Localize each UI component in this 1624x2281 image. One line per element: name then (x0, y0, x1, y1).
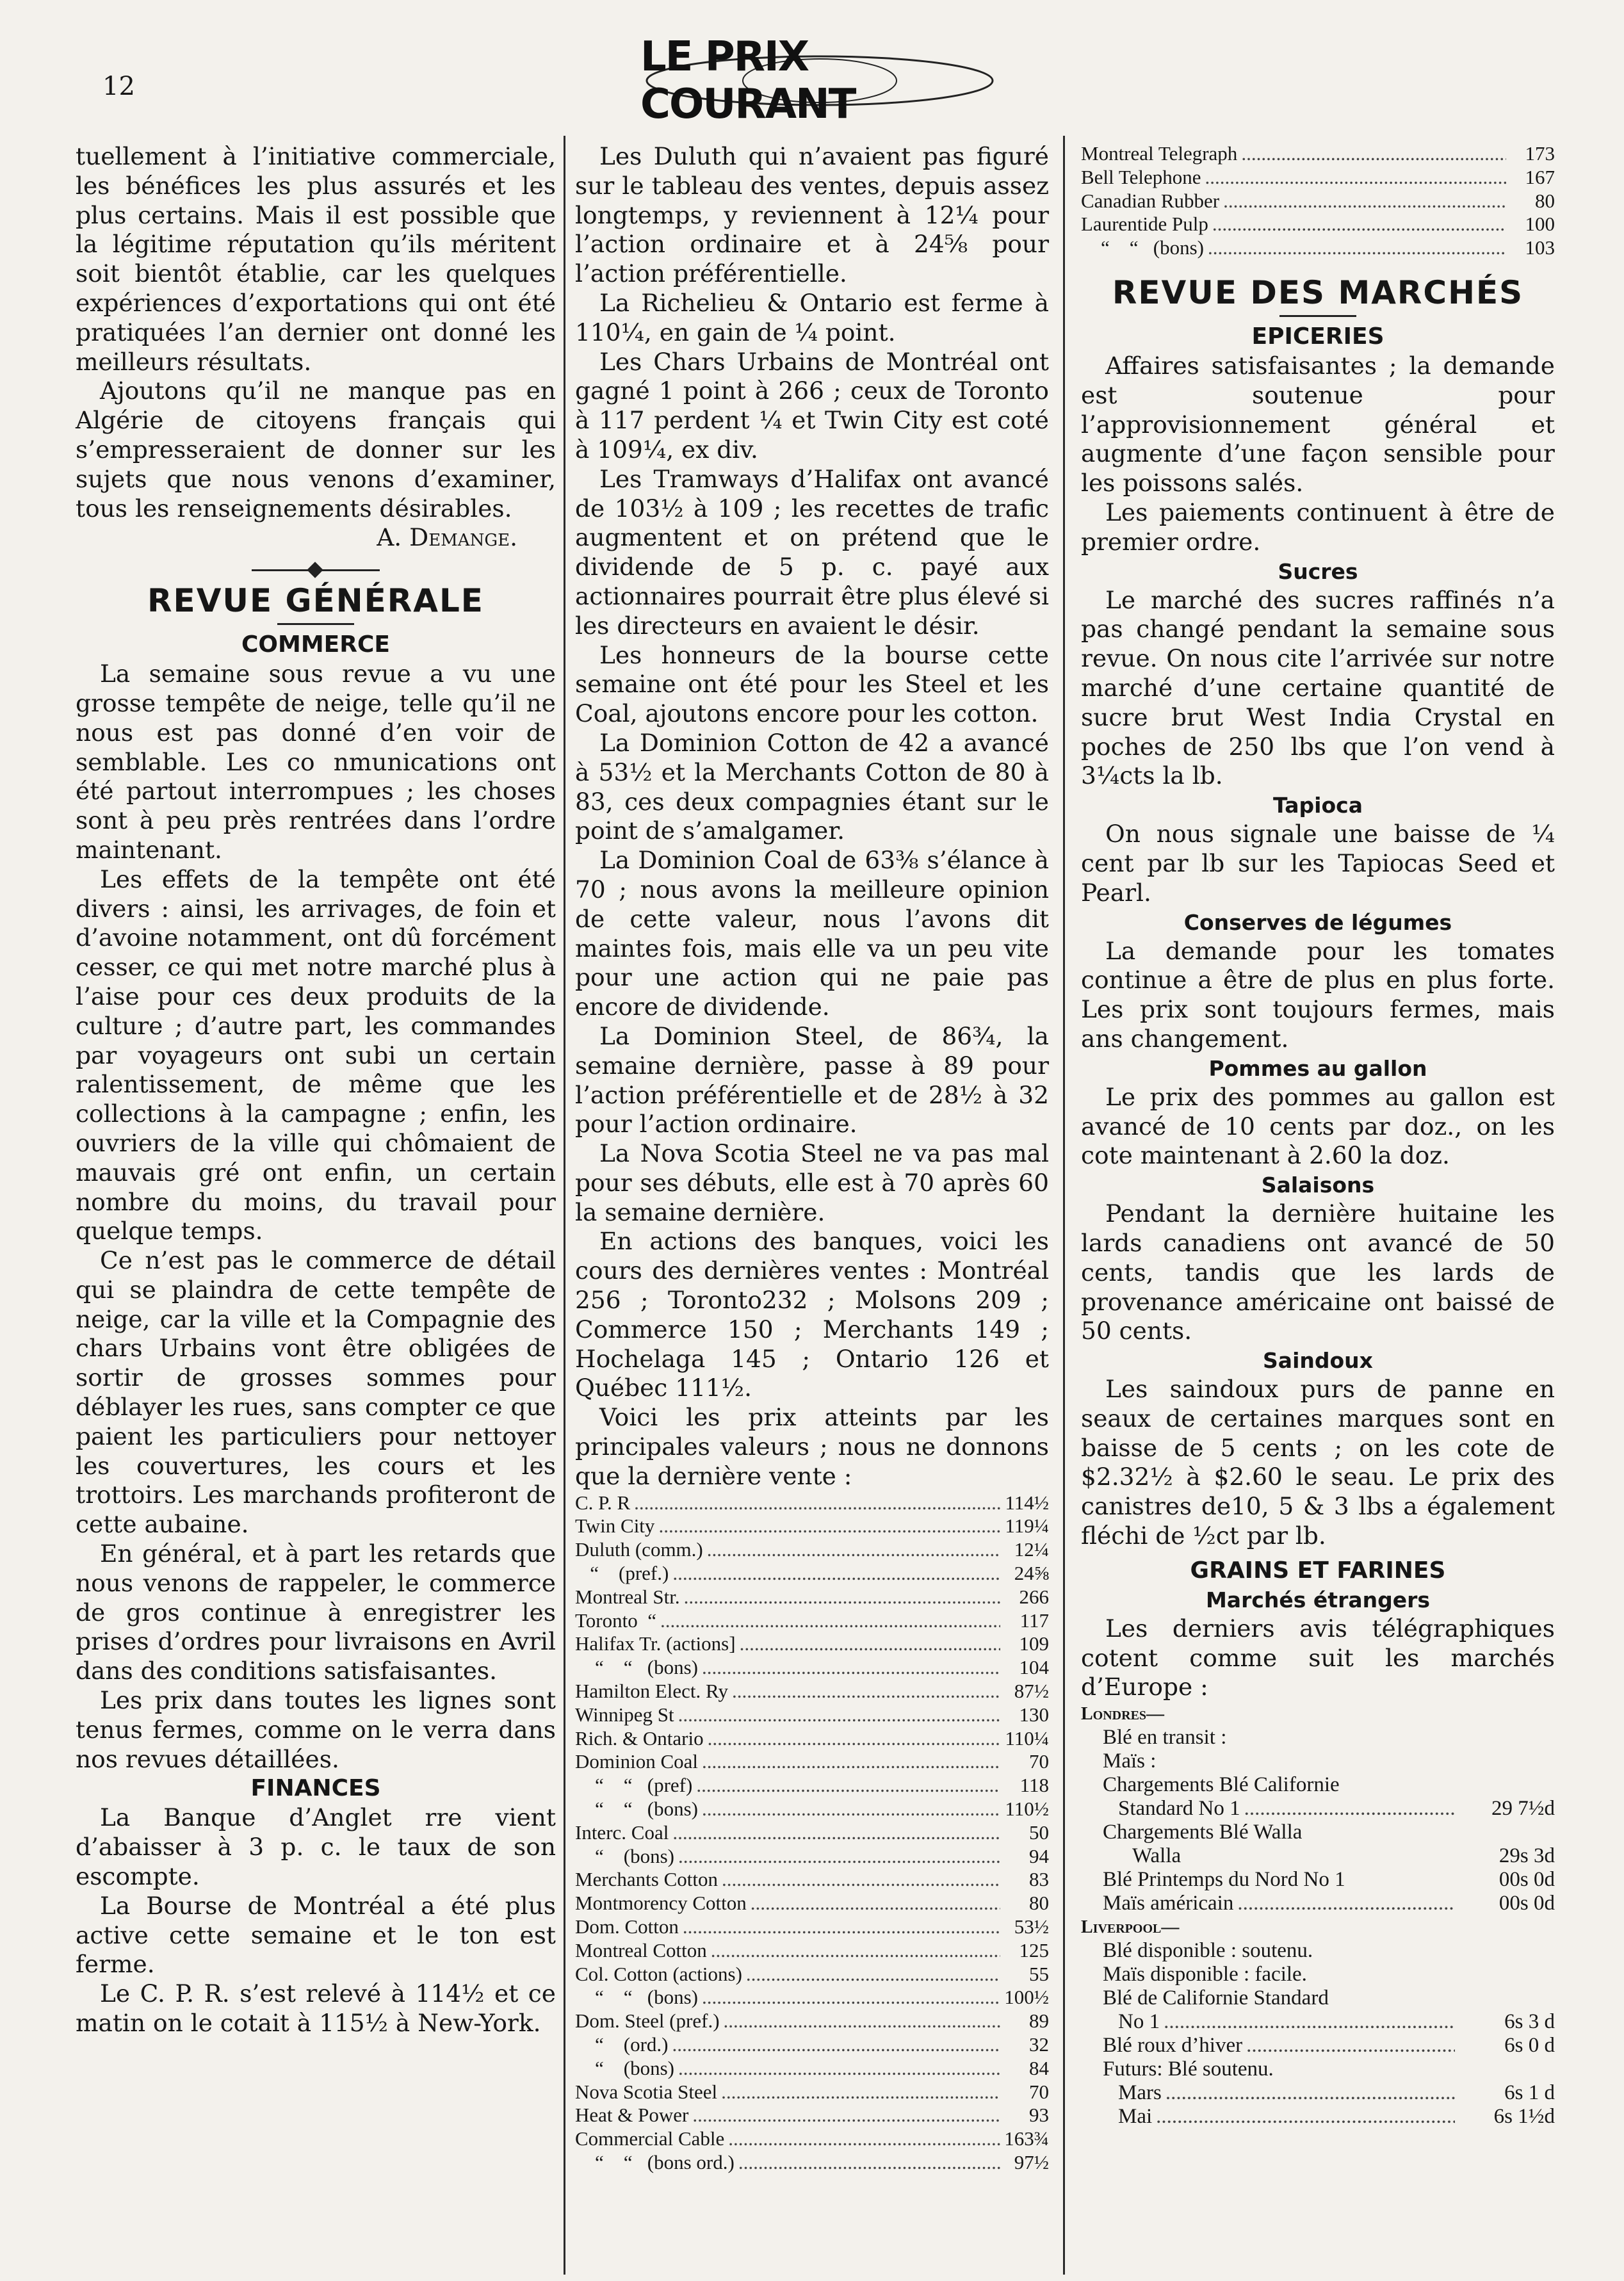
quote-name: “ (pref.) (575, 1562, 669, 1585)
quote-row (575, 1915, 1049, 1939)
quote-name: Nova Scotia Steel (575, 2080, 718, 2103)
leader-dots (1164, 2010, 1455, 2034)
leader-dots (1212, 213, 1506, 236)
quote-row (575, 2009, 1049, 2033)
subsection-title: Salaisons (1261, 1173, 1375, 1198)
article-text: La semaine sous revue a vu une grosse tempête de neige, telle qu’il ne nous est pas donné d’en voir de semblable. Les co nmunications ont été partout interrompues ; les choses sont à peu près rentrées dans l’ordre maintenant. (76, 660, 556, 864)
leader-dots (708, 1727, 1000, 1751)
divider (1279, 315, 1356, 317)
quote-row (1081, 166, 1555, 190)
quote-name: Halifax Tr. (actions] (575, 1632, 736, 1655)
leader-dots (678, 1845, 1000, 1869)
quote-row (575, 1680, 1049, 1703)
market-row (1081, 2081, 1555, 2105)
market-label: Mai (1118, 2105, 1153, 2129)
quote-row (575, 1703, 1049, 1727)
quote-name: Dom. Steel (pref.) (575, 2009, 720, 2033)
quote-value: 167 (1525, 165, 1555, 188)
quote-name: Heat & Power (575, 2104, 689, 2127)
article-text: La Dominion Steel, de 86¾, la semaine dernière, passe à 89 pour l’action préférentielle et de 28½ à 32 pour l’action ordinaire. (575, 1021, 1049, 1139)
quote-value: 110¼ (1005, 1726, 1049, 1749)
column-1 (76, 142, 556, 2038)
leader-dots (751, 1892, 1000, 1915)
quote-name: Laurentide Pulp (1081, 213, 1208, 236)
market-value: 29s 3d (1498, 1844, 1555, 1868)
subsection-title: COMMERCE (241, 631, 390, 658)
quote-value: 55 (1029, 1962, 1049, 1985)
quote-name: “ “ (bons) (575, 1986, 698, 2009)
quote-row (575, 1514, 1049, 1538)
leader-dots (724, 2009, 1000, 2033)
quote-name: Dom. Cotton (575, 1915, 679, 1938)
quote-value: 83 (1029, 1868, 1049, 1891)
market-value: 00s 0d (1498, 1892, 1555, 1915)
article-text: Voici les prix atteints par les principales valeurs ; nous ne donnons que la dernière vente : (575, 1403, 1049, 1490)
market-label: Maïs américain (1103, 1892, 1234, 1915)
quote-value: 84 (1029, 2056, 1049, 2079)
article-text: Les prix dans toutes les lignes sont tenus fermes, comme on le verra dans nos revues détaillées. (76, 1686, 556, 1773)
section-title: REVUE GÉNÉRALE (147, 582, 484, 620)
article-text: Les honneurs de la bourse cette semaine ont été pour les Steel et les Coal, ajoutons encore pour les cotton. (575, 640, 1049, 728)
market-label: Standard No 1 (1118, 1797, 1240, 1821)
quote-name: “ (bons) (575, 1844, 674, 1867)
author-signature: A. Demange. (377, 523, 517, 552)
leader-dots (683, 1915, 1000, 1939)
masthead-title: LE PRIX COURANT (640, 33, 856, 128)
leader-dots (738, 2151, 1000, 2175)
market-value: 6s 1½d (1493, 2105, 1555, 2129)
quote-name: “ (bons) (575, 2056, 674, 2079)
market-label: Walla (1132, 1844, 1181, 1868)
article-text: Les effets de la tempête ont été divers : ainsi, les arrivages, de foin et d’avoine notamment, ont dû forcément cesser, ce qui met notre marché plus à l’aise pour ces deux produits de la culture ; d’autre part, les commandes par voyageurs ont subi un certain ralentissement, de même que les collections à la campagne ; enfin, les ouvriers de la ville qui chômaient de mauvais gré ont enfin, un certain nombre du moins, du travail pour quelque temps. (76, 865, 556, 1246)
quote-name: Bell Telephone (1081, 165, 1201, 188)
quote-row (575, 1562, 1049, 1586)
leader-dots (740, 1632, 1000, 1656)
quote-row (575, 1986, 1049, 2009)
article-text: Les saindoux purs de panne en seaux de certaines marques sont en baisse de 5 cents ; on les cote de $2.32½ à $2.60 le seau. Le prix des canistres de10, 5 & 3 lbs a également fléchi de ½ct par lb. (1081, 1375, 1555, 1550)
article-text: Ajoutons qu’il ne manque pas en Algérie de citoyens français qui s’empresseraient de donner sur les sujets que nous venons d’examiner, tous les renseignements désirables. (76, 377, 556, 523)
stock-quote-table (575, 1491, 1049, 2175)
market-label: Mars (1118, 2081, 1162, 2105)
quote-value: 100½ (1004, 1986, 1049, 2009)
market-label: Blé de Californie Standard (1103, 1986, 1329, 2010)
quote-row (575, 1491, 1049, 1515)
quote-name: Montreal Telegraph (1081, 142, 1238, 165)
quote-name: Rich. & Ontario (575, 1726, 704, 1749)
leader-dots (702, 1798, 1000, 1821)
leader-dots (692, 2104, 1000, 2127)
market-label: Chargements Blé Californie (1103, 1773, 1340, 1797)
leader-dots (702, 1750, 1000, 1774)
quote-name: Interc. Coal (575, 1821, 669, 1844)
market-value: 00s 0d (1498, 1868, 1555, 1892)
leader-dots (732, 1680, 1000, 1703)
article-text: Pendant la dernière huitaine les lards canadiens ont avancé de 50 cents, tandis que les lards de provenance américaine ont baissé de 50 cents. (1081, 1199, 1555, 1345)
leader-dots (711, 1939, 1000, 1963)
quote-value: 94 (1029, 1844, 1049, 1867)
quote-name: “ “ (bons) (575, 1656, 698, 1679)
section-title: REVUE DES MARCHÉS (1112, 273, 1524, 311)
leader-dots (728, 2127, 1000, 2151)
quote-value: 125 (1019, 1938, 1049, 1961)
market-row (1081, 2010, 1555, 2034)
article-text: En général, et à part les retards que nous venons de rappeler, le commerce de gros continue à enregistrer les prises d’ordres pour livraisons en Avril dans des conditions satisfaisantes. (76, 1539, 556, 1685)
leader-dots (1208, 236, 1506, 260)
article-text: Les derniers avis télégraphiques cotent comme suit les marchés d’Europe : (1081, 1614, 1555, 1701)
quote-value: 89 (1029, 2009, 1049, 2033)
quote-value: 32 (1029, 2033, 1049, 2056)
leader-dots (1205, 166, 1506, 190)
quote-row (575, 1586, 1049, 1609)
quote-value: 130 (1019, 1703, 1049, 1726)
quote-row (575, 1774, 1049, 1798)
subsection-title: FINANCES (250, 1775, 381, 1802)
article-text: En actions des banques, voici les cours des dernières ventes : Montréal 256 ; Toronto232 ; Molsons 209 ; Commerce 150 ; Merchants 149 ; Hochelaga 145 ; Ontario 126 et Québec 111½. (575, 1227, 1049, 1402)
leader-dots (702, 1656, 1000, 1680)
column-rule (564, 136, 565, 2275)
quote-value: 100 (1525, 213, 1555, 236)
quote-name: Winnipeg St (575, 1703, 674, 1726)
quote-value: 87½ (1014, 1680, 1049, 1703)
quote-value: 24⅝ (1014, 1562, 1049, 1585)
quote-value: 93 (1029, 2104, 1049, 2127)
leader-dots (722, 1868, 1000, 1892)
market-quotes (1081, 1702, 1555, 2129)
article-text: La Dominion Coal de 63⅜ s’élance à 70 ; nous avons la meilleure opinion de cette valeur, nous l’avons dit maintes fois, mais elle va un peu vite pour une action qui ne paie pas encore de dividende. (575, 846, 1049, 1021)
quote-name: “ “ (bons) (575, 1798, 698, 1821)
leader-dots (1156, 2105, 1455, 2129)
quote-row (575, 2127, 1049, 2151)
quote-value: 266 (1019, 1585, 1049, 1608)
quote-value: 119¼ (1005, 1514, 1049, 1538)
quote-name: C. P. R (575, 1491, 631, 1514)
market-rows (1081, 1939, 1555, 2129)
article-text: Ce n’est pas le commerce de détail qui se plaindra de cette tempête de neige, car la ville et la Compagnie des chars Urbains vont être obligées de sortir de grosses sommes pour déblayer les rues, sans compter ce que paient les particuliers pour nettoyer les couvertures, les cours et les trottoirs. Les marchands profiteront de cette aubaine. (76, 1246, 556, 1539)
article-text: La demande pour les tomates continue a être de plus en plus forte. Les prix sont toujours fermes, mais ans changement. (1081, 936, 1555, 1053)
market-label: Blé disponible : soutenu. (1103, 1939, 1313, 1963)
quote-row (575, 1609, 1049, 1633)
market-row (1081, 1892, 1555, 1915)
leader-dots (678, 1703, 1000, 1727)
market-label: Blé Printemps du Nord No 1 (1103, 1868, 1345, 1892)
column-rule (1063, 136, 1065, 2275)
quote-row (575, 1892, 1049, 1915)
column-3 (1081, 142, 1555, 2129)
quote-name: “ “ (bons) (1081, 236, 1204, 259)
market-row (1081, 1963, 1555, 1986)
leader-dots (672, 2033, 1000, 2057)
leader-dots (721, 2081, 1000, 2104)
quote-name: Merchants Cotton (575, 1868, 718, 1891)
market-label: Blé en transit : (1103, 1726, 1227, 1749)
quote-value: 103 (1525, 236, 1555, 259)
quote-value: 53½ (1014, 1915, 1049, 1938)
leader-dots (696, 1774, 1000, 1798)
leader-dots (1165, 2081, 1455, 2105)
article-text: Le marché des sucres raffinés n’a pas changé pendant la semaine sous revue. On nous cite l’arrivée sur notre marché d’une certaine quantité de sucre brut West India Crystal en poches de 250 lbs que l’on vend à 3¼cts la lb. (1081, 585, 1555, 790)
quote-name: “ (ord.) (575, 2033, 669, 2056)
market-row (1081, 1986, 1555, 2010)
quote-value: 70 (1029, 2080, 1049, 2103)
leader-dots (1244, 1797, 1455, 1821)
subsection-subtitle: Marchés étrangers (1205, 1587, 1431, 1612)
quote-name: Hamilton Elect. Ry (575, 1680, 728, 1703)
market-city: Londres— (1081, 1704, 1165, 1725)
article-text: La Bourse de Montréal a été plus active cette semaine et le ton est ferme. (76, 1891, 556, 1979)
divider (277, 623, 354, 625)
article-text: Affaires satisfaisantes ; la demande est soutenue pour l’approvisionnement général et augmente d’une façon sensible pour les poissons salés. (1081, 351, 1555, 498)
quote-value: 114½ (1005, 1491, 1049, 1514)
quote-value: 50 (1029, 1821, 1049, 1844)
article-text: La Nova Scotia Steel ne va pas mal pour ses débuts, elle est à 70 après 60 la semaine dernière. (575, 1139, 1049, 1226)
article-text: La Richelieu & Ontario est ferme à 110¼, en gain de ¼ point. (575, 288, 1049, 346)
quote-value: 70 (1029, 1750, 1049, 1773)
market-label: Chargements Blé Walla (1103, 1821, 1303, 1844)
quote-value: 97½ (1014, 2150, 1049, 2173)
quote-row (575, 1963, 1049, 1986)
quote-name: Duluth (comm.) (575, 1538, 703, 1561)
quote-value: 163¾ (1004, 2127, 1049, 2150)
quote-value: 110½ (1005, 1798, 1049, 1821)
quote-value: 117 (1019, 1609, 1049, 1632)
market-row (1081, 2058, 1555, 2081)
quote-row (575, 2081, 1049, 2104)
leader-dots (678, 2057, 1000, 2081)
market-label: Blé roux d’hiver (1103, 2034, 1243, 2058)
market-value: 29 7½d (1491, 1797, 1555, 1821)
quote-value: 109 (1019, 1632, 1049, 1655)
quote-value: 104 (1019, 1656, 1049, 1679)
subsection-title: Pommes au gallon (1208, 1055, 1427, 1081)
leader-dots (672, 1562, 1000, 1586)
quote-row (575, 1868, 1049, 1892)
article-text: La Banque d’Anglet rre vient d’abaisser à 3 p. c. le taux de son escompte. (76, 1803, 556, 1891)
leader-dots (746, 1963, 1000, 1986)
quote-name: Commercial Cable (575, 2127, 725, 2150)
quote-value: 80 (1029, 1892, 1049, 1915)
quote-name: Montreal Str. (575, 1585, 680, 1608)
market-value: 6s 0 d (1504, 2034, 1555, 2058)
article-text: On nous signale une baisse de ¼ cent par lb sur les Tapiocas Seed et Pearl. (1081, 820, 1555, 907)
market-label: No 1 (1118, 2010, 1160, 2034)
quote-value: 118 (1019, 1774, 1049, 1797)
leader-dots (707, 1538, 1000, 1562)
quote-row (575, 1798, 1049, 1821)
subsection-title: GRAINS ET FARINES (1190, 1557, 1446, 1584)
column-2 (575, 142, 1049, 2175)
article-text: Les paiements continuent à être de premier ordre. (1081, 498, 1555, 556)
quote-row (575, 1656, 1049, 1680)
masthead-logo (640, 33, 999, 128)
quote-name: Montmorency Cotton (575, 1892, 747, 1915)
market-row (1081, 1939, 1555, 1963)
leader-dots (672, 1821, 1000, 1845)
quote-name: “ “ (bons ord.) (575, 2150, 735, 2173)
quote-row (575, 1727, 1049, 1751)
subsection-title: Tapioca (1273, 793, 1363, 818)
market-label: Futurs: Blé soutenu. (1103, 2058, 1274, 2081)
article-text: La Dominion Cotton de 42 a avancé à 53½ et la Merchants Cotton de 80 à 83, ces deux compagnies étant sur le point de s’amalgamer. (575, 728, 1049, 845)
market-label: Maïs disponible : facile. (1103, 1963, 1307, 1986)
market-rows (1081, 1726, 1555, 1915)
article-text: tuellement à l’initiative commerciale, les bénéfices les plus assurés et les plus certains. Mais il est possible que la légitime réputation qu’ils méritent soit bientôt établie, car les quelques expériences d’exportations qui ont été pratiquées l’an dernier ont donné les meilleurs résultats. (76, 142, 556, 376)
market-row (1081, 1773, 1555, 1797)
quote-name: Canadian Rubber (1081, 189, 1220, 212)
article-text: Les Tramways d’Halifax ont avancé de 103½ à 109 ; les recettes de trafic augmentent et on prétend que le dividende de 5 p. c. payé aux actionnaires pourrait être plus élevé si les directeurs en avaient le désir. (575, 464, 1049, 640)
quote-name: Col. Cotton (actions) (575, 1962, 742, 1985)
quote-name: Twin City (575, 1514, 655, 1538)
market-row (1081, 1868, 1555, 1892)
market-row (1081, 1797, 1555, 1821)
subsection-title: Saindoux (1263, 1348, 1373, 1374)
market-value: 6s 1 d (1504, 2081, 1555, 2105)
market-city: Liverpool— (1081, 1917, 1180, 1938)
quote-name: Montreal Cotton (575, 1938, 707, 1961)
quote-row (575, 2057, 1049, 2081)
quote-name: Toronto “ (575, 1609, 656, 1632)
market-row (1081, 1749, 1555, 1773)
market-row (1081, 1844, 1555, 1868)
leader-dots (1223, 190, 1506, 213)
quote-row (1081, 213, 1555, 236)
quote-value: 173 (1525, 142, 1555, 165)
leader-dots (1246, 2034, 1455, 2058)
leader-dots (702, 1986, 1000, 2009)
subsection-title: Sucres (1278, 558, 1358, 584)
quote-row (575, 1632, 1049, 1656)
quote-row (575, 1845, 1049, 1869)
quote-row (575, 2104, 1049, 2127)
subsection-title: Conserves de légumes (1183, 909, 1452, 935)
quote-name: “ “ (pref) (575, 1774, 693, 1797)
leader-dots (1241, 142, 1506, 166)
quote-row (575, 1750, 1049, 1774)
page-number: 12 (102, 72, 135, 101)
quote-value: 80 (1535, 189, 1555, 212)
quote-row (575, 1939, 1049, 1963)
ornament-divider (252, 562, 380, 578)
quote-row (575, 2033, 1049, 2057)
quote-value: 12¼ (1014, 1538, 1049, 1561)
market-row (1081, 1821, 1555, 1844)
quote-name: Dominion Coal (575, 1750, 699, 1773)
stock-quote-table (1081, 142, 1555, 260)
subsection-title: EPICERIES (1251, 323, 1384, 350)
market-value: 6s 3 d (1504, 2010, 1555, 2034)
article-text: Les Chars Urbains de Montréal ont gagné 1 point à 266 ; ceux de Toronto à 117 perdent ¼ et Twin City est coté à 109¼, ex div. (575, 347, 1049, 464)
article-text: Les Duluth qui n’avaient pas figuré sur le tableau des ventes, depuis assez longtemps, y reviennent à 12¼ pour l’action ordinaire et à 24⅝ pour l’action préférentielle. (575, 142, 1049, 288)
leader-dots (1237, 1892, 1455, 1915)
quote-row (575, 1538, 1049, 1562)
quote-row (575, 1821, 1049, 1845)
quote-row (1081, 190, 1555, 213)
leader-dots (684, 1586, 1000, 1609)
market-row (1081, 1726, 1555, 1749)
quote-row (1081, 142, 1555, 166)
quote-row (1081, 236, 1555, 260)
article-text: Le C. P. R. s’est relevé à 114½ et ce matin on le cotait à 115½ à New-York. (76, 1979, 556, 2038)
market-row (1081, 2034, 1555, 2058)
article-text: Le prix des pommes au gallon est avancé de 10 cents par doz., on les cote maintenant à 2.60 la doz. (1081, 1082, 1555, 1170)
market-label: Maïs : (1103, 1749, 1157, 1773)
quote-row (575, 2151, 1049, 2175)
leader-dots (658, 1514, 1000, 1538)
leader-dots (660, 1609, 1000, 1633)
leader-dots (634, 1491, 1000, 1515)
market-row (1081, 2105, 1555, 2129)
